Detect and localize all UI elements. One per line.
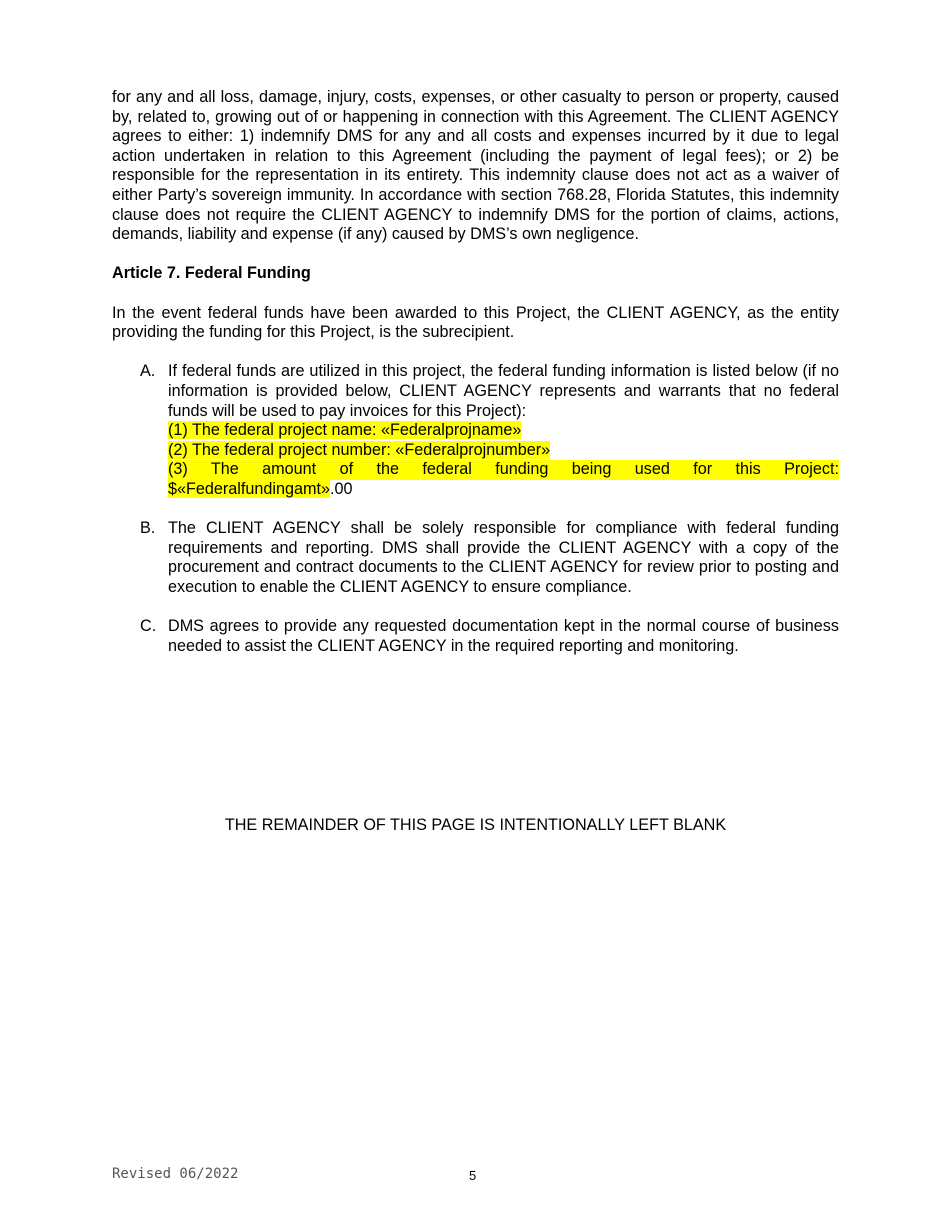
- revision-date: Revised 06/2022: [112, 1166, 239, 1182]
- page-number: 5: [469, 1168, 477, 1183]
- document-body: [112, 88, 839, 656]
- item-c-text: DMS agrees to provide any requested documentation kept in the normal course of business needed to assist the CLIENT AGENCY in the required reporting and monitoring.: [168, 617, 839, 655]
- list-marker: C.: [140, 617, 157, 636]
- list-item: [112, 362, 839, 499]
- federal-project-name-line: (1) The federal project name: «Federalprojname»: [168, 421, 522, 440]
- article-heading: Article 7. Federal Funding: [112, 264, 311, 283]
- federal-funding-amount-line: (3) The amount of the federal funding being used for this Project:: [168, 460, 839, 479]
- blank-page-notice: THE REMAINDER OF THIS PAGE IS INTENTIONALLY LEFT BLANK: [224, 816, 727, 834]
- item-b-text: The CLIENT AGENCY shall be solely responsible for compliance with federal funding requirements and reporting. DMS shall provide the CLIENT AGENCY with a copy of the procurement and contract documents to the CLIENT AGENCY for review prior to posting and execution to enable the CLIENT AGENCY to ensure compliance.: [168, 519, 839, 596]
- item-a-text: If federal funds are utilized in this project, the federal funding information is listed below (if no information is provided below, CLIENT AGENCY represents and warrants that no federal funds will be used to pay invoices for this Project):: [168, 362, 839, 420]
- intro-paragraph: for any and all loss, damage, injury, costs, expenses, or other casualty to person or property, caused by, related to, growing out of or happening in connection with this Agreement. The CLIENT AGENCY agrees to either: 1) indemnify DMS for any and all costs and expenses incurred by it due to legal action undertaken in relation to this Agreement (including the payment of legal fees); or 2) be responsible for the representation in its entirety. This indemnity clause does not act as a waiver of either Party’s sovereign immunity. In accordance with section 768.28, Florida Statutes, this indemnity clause does not require the CLIENT AGENCY to indemnify DMS for the portion of claims, actions, demands, liability and expense (if any) caused by DMS’s own negligence.: [112, 88, 839, 244]
- list-item: [112, 617, 839, 656]
- list-marker: A.: [140, 362, 156, 381]
- list-item: [112, 519, 839, 597]
- funding-list: [112, 362, 839, 656]
- list-marker: B.: [140, 519, 156, 538]
- article-intro-paragraph: In the event federal funds have been awarded to this Project, the CLIENT AGENCY, as the entity providing the funding for this Project, is the subrecipient.: [112, 303, 839, 342]
- federal-project-number-line: (2) The federal project number: «Federalprojnumber»: [168, 440, 551, 459]
- federal-funding-amount-value: $«Federalfundingamt».00: [168, 479, 353, 498]
